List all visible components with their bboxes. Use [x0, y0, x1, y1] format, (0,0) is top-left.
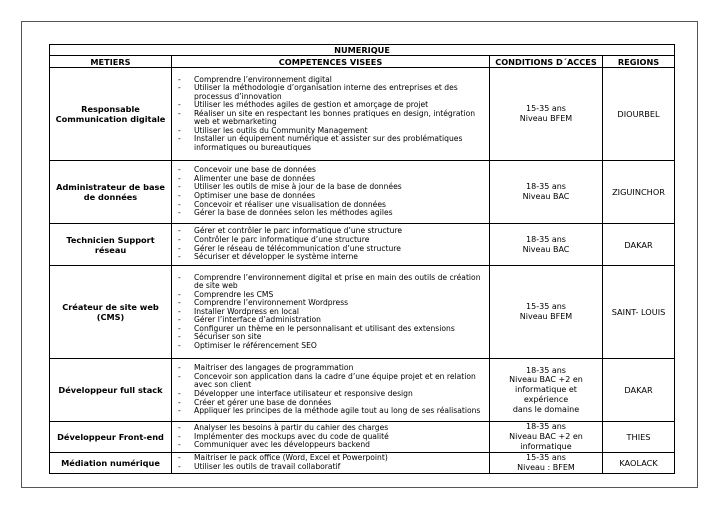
condition-line: 15-35 ans: [526, 453, 566, 462]
region-cell: THIES: [603, 422, 675, 453]
condition-line: 18-35 ans: [526, 365, 566, 375]
table-row: [50, 359, 675, 422]
region-cell: KAOLACK: [603, 453, 675, 474]
competence-item: - Analyser les besoins à partir du cahier des charges: [174, 424, 487, 433]
condition-line: 15-35 ans: [526, 302, 566, 312]
header-regions: REGIONS: [603, 56, 675, 68]
competence-item: - Configurer un thème en le personnalisant et utilisant des extensions: [174, 325, 487, 334]
competence-item: - Comprendre l’environnement Wordpress: [174, 299, 487, 308]
competences-list: [174, 424, 487, 450]
competence-item: - Concevoir et réaliser une visualisation de données: [174, 201, 487, 210]
competence-item: - Installer un équipement numérique et assister sur des problématiques informatiques ou bureautiques: [174, 135, 487, 152]
condition-line: Niveau BAC: [522, 244, 570, 254]
metier-cell: Créateur de site web (CMS): [50, 266, 172, 359]
condition-line: Niveau BAC: [522, 192, 570, 201]
condition-line: dans le domaine: [512, 404, 580, 414]
table-row: [50, 422, 675, 453]
competence-item: - Maitriser des langages de programmation: [174, 364, 487, 373]
competence-item: - Utiliser les outils de mise à jour de la base de données: [174, 183, 487, 192]
table-row: [50, 224, 675, 266]
metier-cell: Développeur Front-end: [50, 422, 172, 453]
conditions-cell: [490, 453, 603, 474]
competence-item: - Comprendre les CMS: [174, 291, 487, 300]
competence-item: - Sécuriser son site: [174, 333, 487, 342]
competences-list: [174, 454, 487, 471]
competences-list: [174, 76, 487, 153]
competence-item: - Créer et gérer une base de données: [174, 399, 487, 408]
metier-cell: Développeur full stack: [50, 359, 172, 422]
conditions-cell: [490, 68, 603, 161]
region-cell: DAKAR: [603, 359, 675, 422]
condition-line: Niveau BFEM: [519, 312, 573, 321]
competence-item: - Gérer et contrôler le parc informatique d’une structure: [174, 227, 487, 236]
competence-item: - Concevoir une base de données: [174, 166, 487, 175]
competences-cell: [172, 266, 490, 359]
competence-item: - Contrôler le parc informatique d’une structure: [174, 236, 487, 245]
competence-item: - Implémenter des mockups avec du code de qualité: [174, 433, 487, 442]
competences-list: [174, 166, 487, 217]
competence-item: - Concevoir son application dans la cadre d’une équipe projet et en relation avec son client: [174, 373, 487, 390]
condition-line: informatique: [520, 441, 572, 451]
competence-item: - Comprendre l’environnement digital: [174, 76, 487, 85]
competences-cell: [172, 359, 490, 422]
header-metiers: METIERS: [50, 56, 172, 68]
region-cell: DAKAR: [603, 224, 675, 266]
conditions-cell: [490, 266, 603, 359]
competence-item: - Gérer l’interface d’administration: [174, 316, 487, 325]
competences-cell: [172, 422, 490, 453]
condition-line: 18-35 ans: [526, 234, 566, 244]
table-row: [50, 68, 675, 161]
table-row: [50, 161, 675, 224]
competence-item: - Gérer la base de données selon les méthodes agiles: [174, 209, 487, 218]
competence-item: - Optimiser le référencement SEO: [174, 342, 487, 351]
condition-line: Niveau BAC +2 en: [509, 375, 583, 385]
competence-item: - Comprendre l’environnement digital et prise en main des outils de création de site web: [174, 274, 487, 291]
competence-item: - Appliquer les principes de la méthode agile tout au long de ses réalisations: [174, 407, 487, 416]
region-cell: ZIGUINCHOR: [603, 161, 675, 224]
metier-cell: Technicien Support réseau: [50, 224, 172, 266]
competence-item: - Maitriser le pack office (Word, Excel et Powerpoint): [174, 454, 487, 463]
metier-cell: Responsable Communication digitale: [50, 68, 172, 161]
metier-cell: Administrateur de base de données: [50, 161, 172, 224]
table-row: [50, 266, 675, 359]
region-cell: SAINT- LOUIS: [603, 266, 675, 359]
conditions-cell: [490, 224, 603, 266]
condition-line: Niveau BFEM: [519, 114, 573, 123]
conditions-cell: [490, 422, 603, 453]
condition-line: informatique et expérience: [515, 385, 577, 404]
condition-line: Niveau : BFEM: [517, 462, 575, 472]
header-competences: COMPETENCES VISEES: [172, 56, 490, 68]
competences-list: [174, 364, 487, 415]
condition-line: 18-35 ans: [526, 182, 566, 192]
competences-list: [174, 274, 487, 351]
competence-item: - Alimenter une base de données: [174, 175, 487, 184]
competence-item: - Utiliser les outils de travail collaboratif: [174, 463, 487, 472]
condition-line: 15-35 ans: [526, 104, 566, 114]
conditions-cell: [490, 359, 603, 422]
conditions-cell: [490, 161, 603, 224]
competence-item: - Communiquer avec les développeurs backend: [174, 441, 487, 450]
numerique-table: [49, 44, 675, 474]
metier-cell: Médiation numérique: [50, 453, 172, 474]
competences-cell: [172, 68, 490, 161]
competence-item: - Installer Wordpress en local: [174, 308, 487, 317]
competences-cell: [172, 224, 490, 266]
competences-list: [174, 227, 487, 261]
competence-item: - Développer une interface utilisateur et responsive design: [174, 390, 487, 399]
competence-item: - Réaliser un site en respectant les bonnes pratiques en design, intégration web et webmarketing: [174, 110, 487, 127]
competence-item: - Utiliser les méthodes agiles de gestion et amorçage de projet: [174, 101, 487, 110]
header-conditions: CONDITIONS D´ACCES: [490, 56, 603, 68]
condition-line: 18-35 ans: [526, 422, 566, 432]
table-row: [50, 453, 675, 474]
competence-item: - Sécuriser et développer le système interne: [174, 253, 487, 262]
region-cell: DIOURBEL: [603, 68, 675, 161]
condition-line: Niveau BAC +2 en: [509, 432, 583, 442]
competences-cell: [172, 453, 490, 474]
table-title: NUMERIQUE: [50, 45, 675, 56]
competence-item: - Optimiser une base de données: [174, 192, 487, 201]
competence-item: - Gérer le réseau de télécommunication d’une structure: [174, 245, 487, 254]
competences-cell: [172, 161, 490, 224]
competence-item: - Utiliser les outils du Community Management: [174, 127, 487, 136]
competence-item: - Utiliser la méthodologie d’organisation interne des entreprises et des processus d’innovation: [174, 84, 487, 101]
